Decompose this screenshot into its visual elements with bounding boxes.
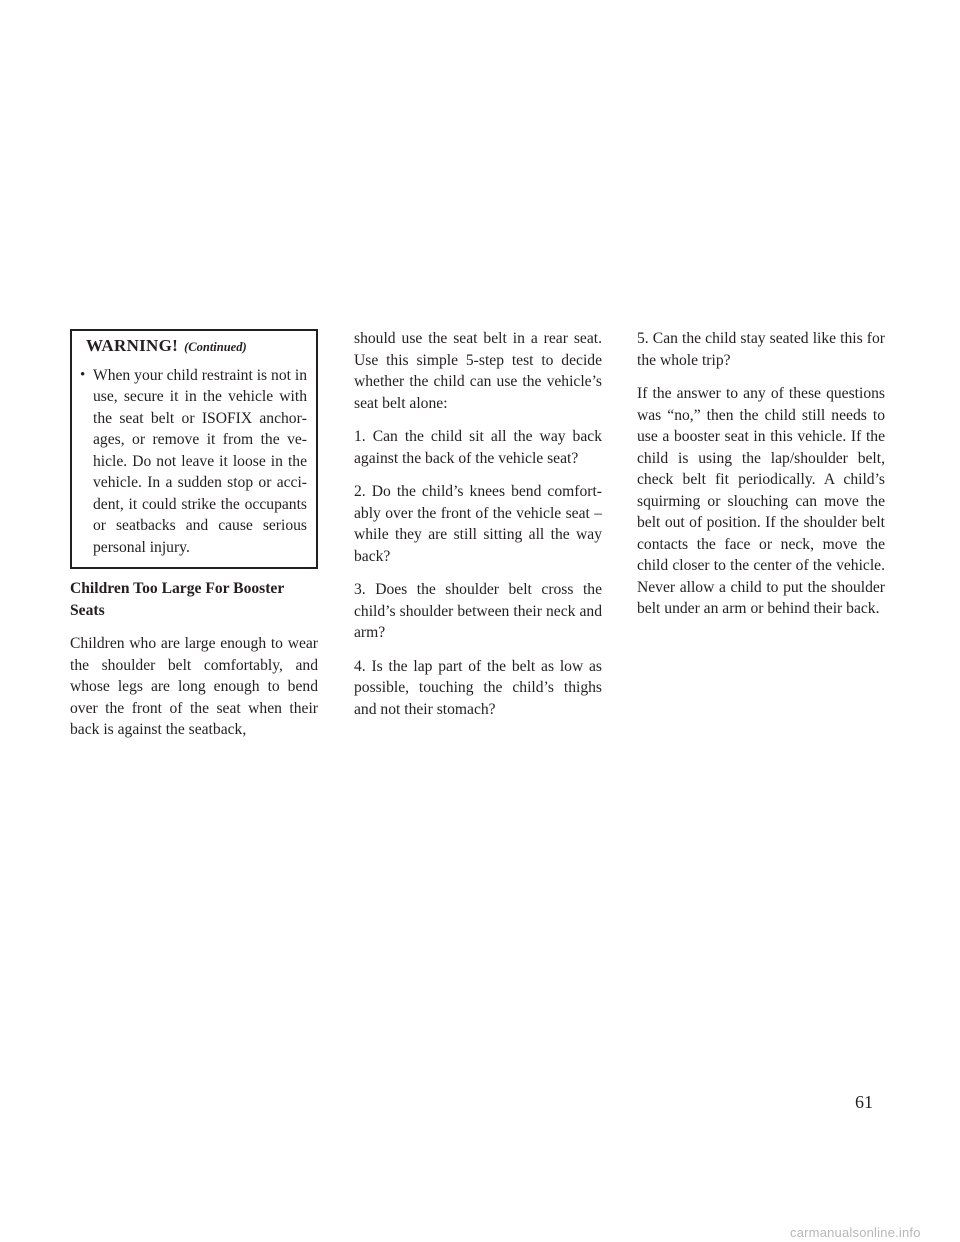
warning-continued-label: (Continued) [184, 340, 247, 354]
conclusion-paragraph: If the answer to any of these questions was “no,” then the child still needs to use a booster seat in this vehicle. If the child is using the lap/shoulder belt, check belt fit periodically. A child’s squirming or slouching can move the belt out of position. If the shoulder belt contacts the face or neck, move the child closer to the center of the vehicle. Never allow a child to put the shoulder belt under an arm or behind their back. [637, 385, 885, 617]
step-item: 4. Is the lap part of the belt as low as possible, touching the child’s thighs and not their stomach? [354, 657, 602, 718]
warning-bullet-item [80, 365, 307, 559]
section-heading: Children Too Large For Booster Seats [70, 580, 284, 619]
warning-box [70, 329, 318, 569]
warning-label: WARNING! [86, 336, 179, 355]
column-right [637, 328, 885, 632]
warning-title [86, 335, 307, 359]
warning-bullet-text: When your child restraint is not in use, secure it in the vehicle with the seat belt or ISOFIX anchorages, or remove it from the vehicle. Do not leave it loose in the vehicle. In a sudden stop or accident, it could strike the occupants or seatbacks and cause serious personal injury. [93, 366, 307, 556]
watermark: carmanualsonline.info [790, 1225, 921, 1240]
column-left [70, 329, 318, 753]
column-middle [354, 328, 602, 732]
step-item: 5. Can the child stay seated like this for the whole trip? [637, 330, 885, 369]
step-item: 1. Can the child sit all the way back against the back of the vehicle seat? [354, 428, 602, 467]
step-item: 2. Do the child’s knees bend comfortably over the front of the vehicle seat – while they are still sitting all the way back? [354, 483, 602, 565]
step-item: 3. Does the shoulder belt cross the child’s shoulder between their neck and arm? [354, 581, 602, 641]
page-number: 61 [855, 1092, 873, 1112]
intro-paragraph: Children who are large enough to wear the shoulder belt comfortably, and whose legs are long enough to bend over the front of the seat when their back is against the seatback, [70, 635, 318, 738]
intro-paragraph-continued: should use the seat belt in a rear seat. Use this simple 5-step test to decide whether the child can use the vehicle’s seat belt alone: [354, 330, 602, 412]
bullet-icon: • [80, 366, 86, 383]
